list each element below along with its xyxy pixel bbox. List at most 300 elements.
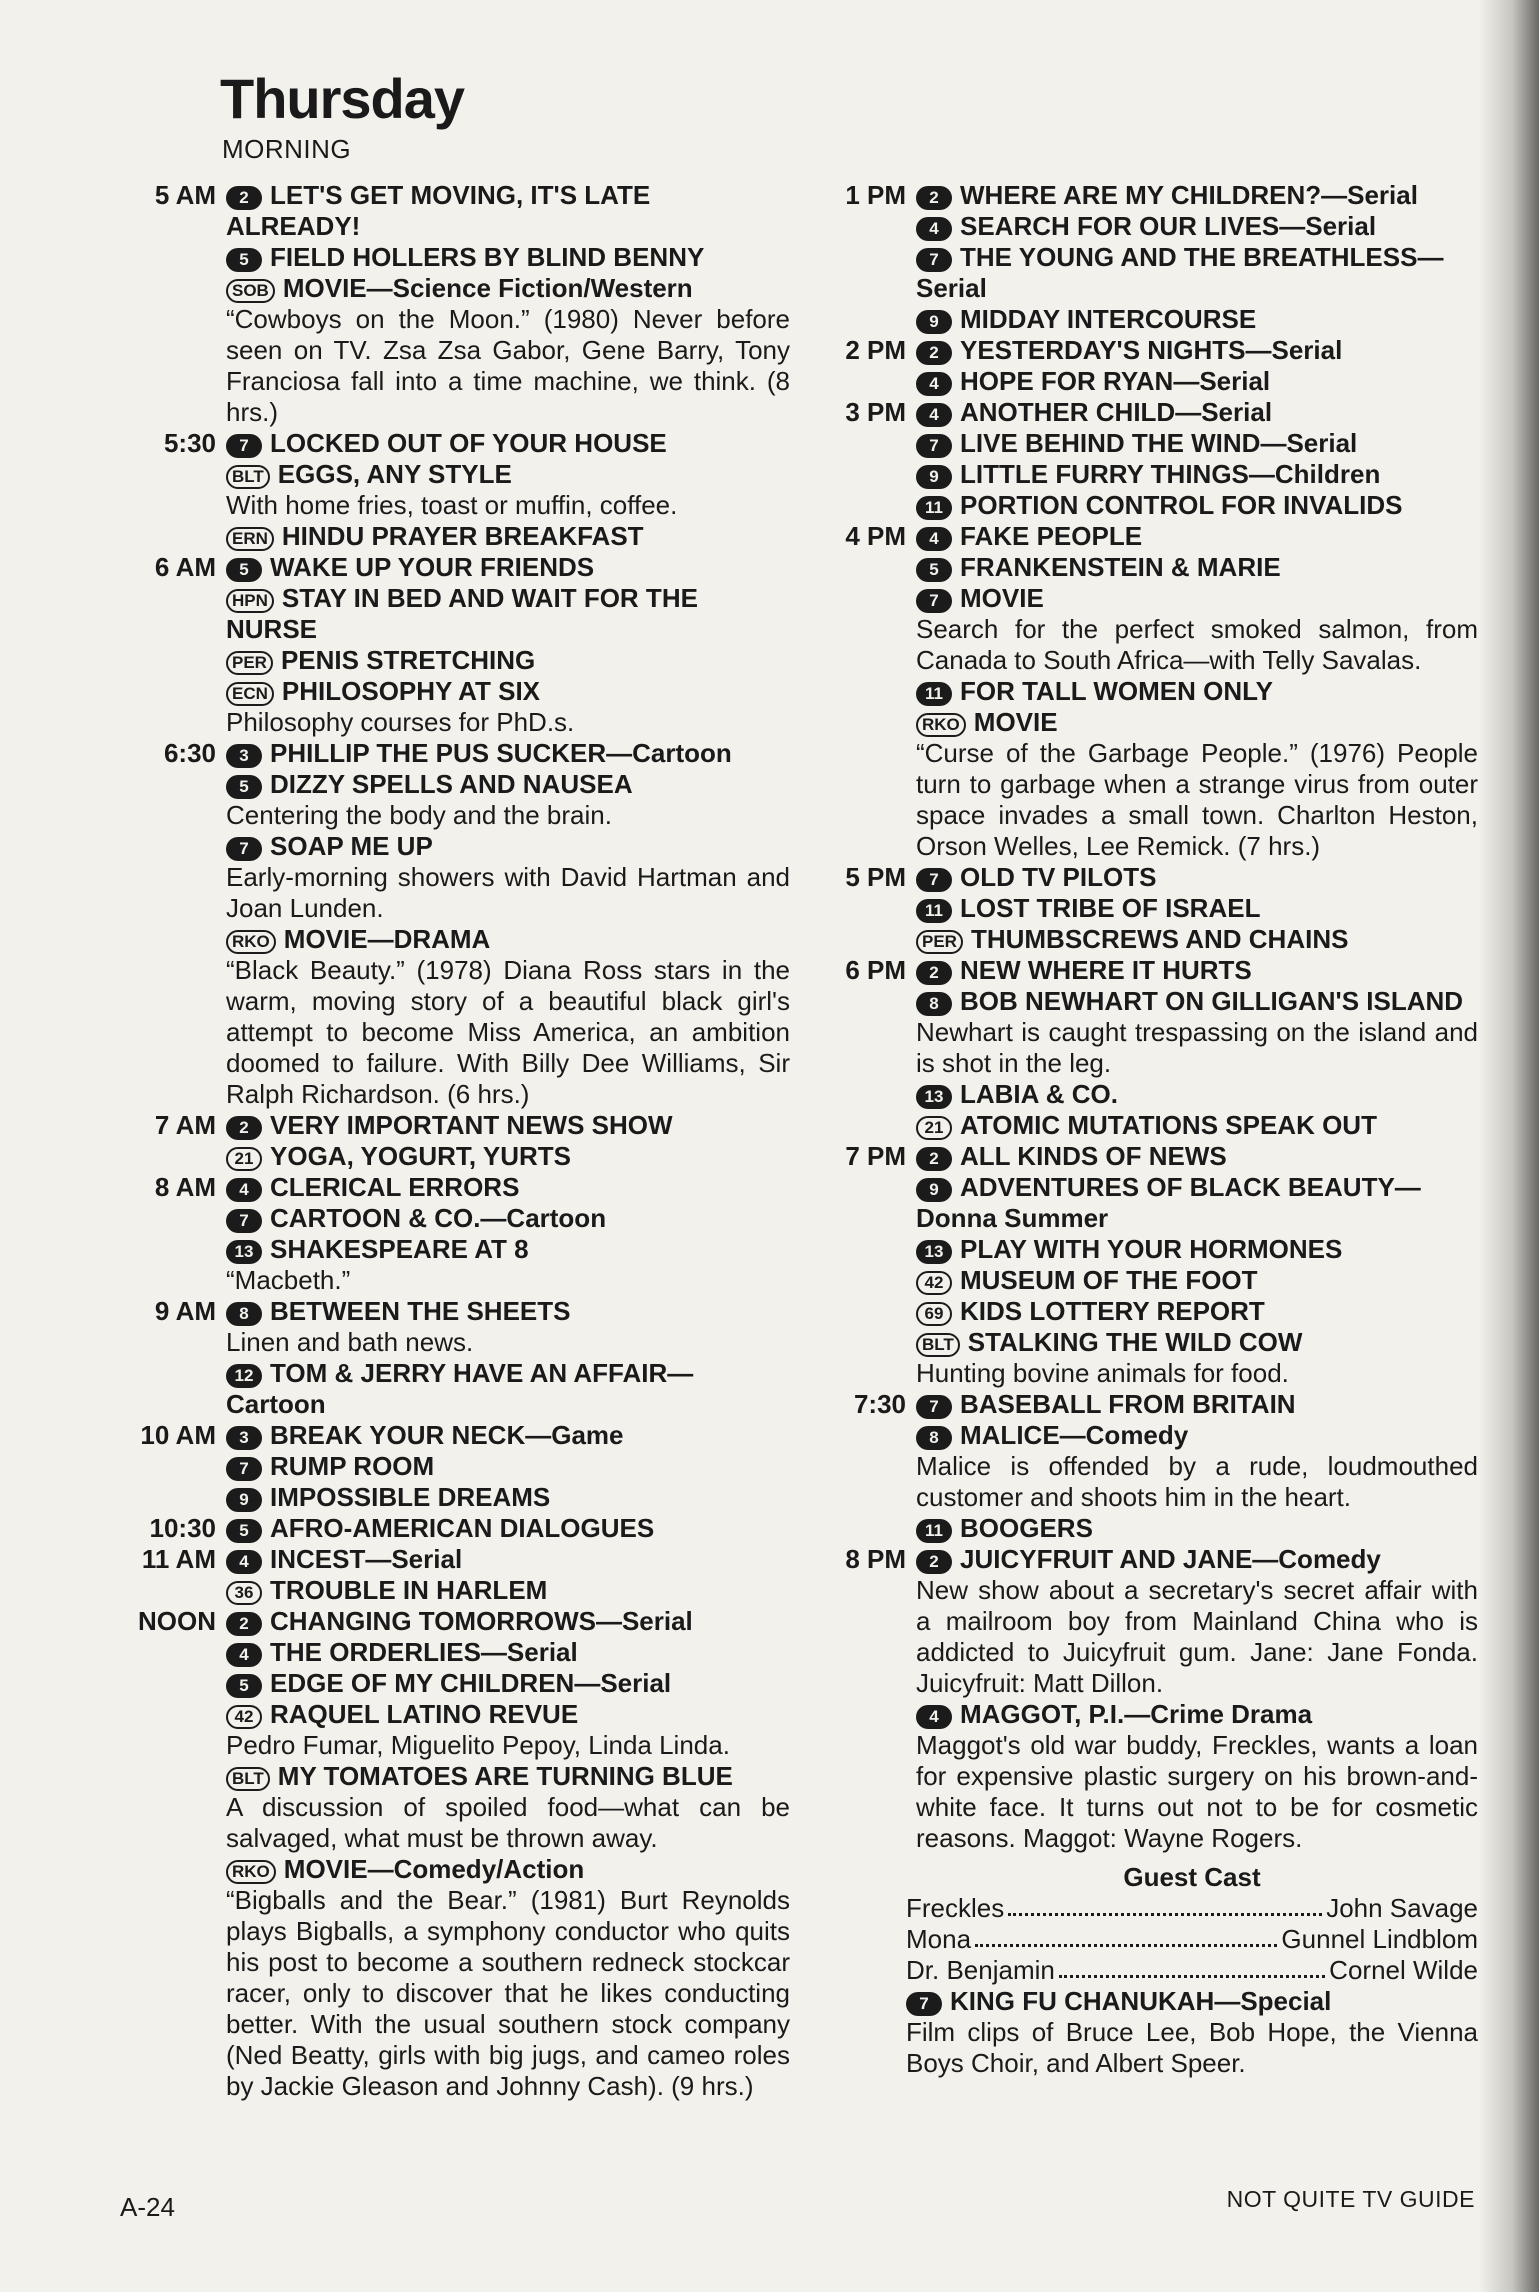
program-title: THUMBSCREWS AND CHAINS [970,924,1349,954]
program-listing [226,1203,790,1234]
channel-badge: 4 [226,1550,262,1574]
program-title: INCEST—Serial [270,1544,463,1574]
program-listing [226,552,790,583]
program-listing [226,1637,790,1668]
time-label: NOON [138,1606,216,1636]
program-listing [916,707,1478,862]
program-listing [226,831,790,924]
program-title: MIDDAY INTERCOURSE [960,304,1257,334]
program-title-line [916,1265,1478,1296]
channel-badge: PER [916,930,963,954]
program-title-line [916,242,1478,304]
program-title: MOVIE—Science Fiction/Western [282,273,693,303]
program-title: FIELD HOLLERS BY BLIND BENNY [270,242,705,272]
program-title: YOGA, YOGURT, YURTS [270,1141,571,1171]
program-title: IMPOSSIBLE DREAMS [270,1482,551,1512]
time-label: 7:30 [853,1389,906,1419]
program-title: KIDS LOTTERY REPORT [960,1296,1265,1326]
program-listing [916,1079,1478,1110]
program-title: MAGGOT, P.I.—Crime Drama [960,1699,1313,1729]
program-listing [916,490,1478,521]
time-label: 1 PM [845,180,906,210]
program-listing [916,1110,1478,1141]
channel-badge: 11 [916,496,952,520]
program-listing [226,1451,790,1482]
program-list [226,1296,790,1420]
time-slot [120,180,790,428]
program-listing [226,1172,790,1203]
program-title-line [916,893,1478,924]
program-listing [226,1668,790,1699]
program-title-line [226,924,790,955]
guest-actor: Cornel Wilde [1329,1955,1478,1985]
channel-badge: 36 [226,1581,262,1605]
program-title-line [916,1513,1478,1544]
program-title: FOR TALL WOMEN ONLY [960,676,1273,706]
channel-badge: ECN [226,682,274,706]
time-label: 9 AM [154,1296,216,1326]
program-description: Pedro Fumar, Miguelito Pepoy, Linda Linda. [226,1730,730,1760]
program-list [226,180,790,428]
program-title-line [226,1451,790,1482]
channel-badge: 11 [916,1519,952,1543]
channel-badge: 7 [916,248,952,272]
program-list [226,428,790,552]
channel-badge: 7 [226,434,262,458]
program-title-line [916,1699,1478,1730]
program-title: MOVIE—DRAMA [283,924,491,954]
program-list [916,955,1478,1141]
time-slot [120,428,790,552]
time-label: 4 PM [845,521,906,551]
time-slot [120,1513,790,1544]
program-title: RAQUEL LATINO REVUE [270,1699,579,1729]
program-title-line [916,397,1478,428]
program-list [916,180,1478,335]
channel-badge: 3 [226,1426,262,1450]
program-title: TOM & JERRY HAVE AN AFFAIR—Cartoon [226,1358,694,1419]
program-title: PHILLIP THE PUS SUCKER—Cartoon [270,738,732,768]
channel-badge: 9 [226,1488,262,1512]
program-title-line [226,1296,790,1327]
program-title-line [916,862,1478,893]
program-title-line [916,924,1478,955]
program-listing [916,676,1478,707]
program-title-line [916,180,1478,211]
program-title: SHAKESPEARE AT 8 [270,1234,529,1264]
program-listing [226,521,790,552]
program-title-line [226,1141,790,1172]
time-slot [120,1606,790,2102]
program-title: LET'S GET MOVING, IT'S LATE ALREADY! [226,180,651,241]
program-title-line [916,1420,1478,1451]
channel-badge: 2 [916,341,952,365]
program-title-line [916,1389,1478,1420]
program-title: LOST TRIBE OF ISRAEL [960,893,1261,923]
program-title-line [226,1544,790,1575]
program-list [916,397,1478,521]
program-listing [916,366,1478,397]
program-title: HOPE FOR RYAN—Serial [960,366,1271,396]
program-title: LABIA & CO. [960,1079,1118,1109]
program-description: “Bigballs and the Bear.” (1981) Burt Reynolds plays Bigballs, a symphony conductor who quits his post to become a southern redneck stockcar racer, only to discover that he likes conducting better. With the usual southern stock company (Ned Beatty, girls with big jugs, and cameo roles by Jackie Gleason and Johnny Cash). (9 hrs.) [226,1885,790,2101]
program-title-line [226,1482,790,1513]
program-listing [226,1513,790,1544]
program-listing [916,1327,1478,1389]
channel-badge: 4 [916,372,952,396]
program-title: BETWEEN THE SHEETS [270,1296,571,1326]
dot-leader [1059,1955,1325,1978]
program-description: “Curse of the Garbage People.” (1976) People turn to garbage when a strange virus from outer space invades a small town. Charlton Heston, Orson Welles, Lee Remick. (7 hrs.) [916,738,1478,861]
program-title-line [916,428,1478,459]
program-title: BOB NEWHART ON GILLIGAN'S ISLAND [960,986,1464,1016]
channel-badge: 5 [226,558,262,582]
program-description: Hunting bovine animals for food. [916,1358,1289,1388]
guest-role: Mona [906,1924,972,1954]
program-listing [226,769,790,831]
channel-badge: 4 [916,1705,952,1729]
channel-badge: 2 [226,1612,262,1636]
guest-cast-row [906,1924,1478,1955]
channel-badge: 9 [916,465,952,489]
channel-badge: 21 [916,1116,952,1140]
channel-badge: 4 [916,403,952,427]
channel-badge: RKO [226,1860,276,1884]
program-title-line [226,676,790,707]
program-title: ANOTHER CHILD—Serial [960,397,1273,427]
program-description: Philosophy courses for PhD.s. [226,707,575,737]
after-cast-programs [906,1986,1478,2079]
channel-badge: 3 [226,744,262,768]
program-title: KING FU CHANUKAH—Special [950,1986,1332,2016]
section-subtitle: MORNING [222,134,352,164]
program-listing [226,583,790,645]
channel-badge: 5 [226,1519,262,1543]
program-title: MALICE—Comedy [960,1420,1189,1450]
program-listing [916,1389,1478,1420]
program-listing [226,428,790,459]
channel-badge: 2 [226,186,262,210]
program-description: “Black Beauty.” (1978) Diana Ross stars in the warm, moving story of a beautiful black girl's attempt to become Miss America, an ambition doomed to failure. With Billy Dee Williams, Sir Ralph Richardson. (6 hrs.) [226,955,790,1109]
program-title: BASEBALL FROM BRITAIN [960,1389,1296,1419]
program-title-line [916,304,1478,335]
program-listing [916,459,1478,490]
program-description: Film clips of Bruce Lee, Bob Hope, the Vienna Boys Choir, and Albert Speer. [906,2017,1478,2078]
program-title-line [916,490,1478,521]
program-title-line [916,1141,1478,1172]
program-list [916,1544,1478,1854]
time-label: 3 PM [845,397,906,427]
time-slot [818,1389,1478,1544]
channel-badge: 9 [916,310,952,334]
program-title: DIZZY SPELLS AND NAUSEA [270,769,633,799]
program-title: WHERE ARE MY CHILDREN?—Serial [960,180,1418,210]
program-title-line [226,1513,790,1544]
program-title: YESTERDAY'S NIGHTS—Serial [960,335,1343,365]
program-title: PHILOSOPHY AT SIX [281,676,541,706]
program-listing [916,1172,1478,1234]
program-list [916,1389,1478,1544]
channel-badge: HPN [226,589,274,613]
program-title-line [226,521,790,552]
program-title-line [916,1172,1478,1234]
program-title-line [226,1668,790,1699]
channel-badge: 7 [906,1992,942,2016]
program-title-line [226,1172,790,1203]
guest-cast [906,1862,1478,1986]
channel-badge: 2 [916,1147,952,1171]
channel-badge: 13 [916,1085,952,1109]
program-listing [226,1358,790,1420]
program-list [226,552,790,738]
program-title: WAKE UP YOUR FRIENDS [270,552,595,582]
program-listing [916,955,1478,986]
program-title-line [226,645,790,676]
time-label: 8 AM [154,1172,216,1202]
channel-badge: 7 [226,1457,262,1481]
program-description: New show about a secretary's secret affair with a mailroom boy from Mainland China who is addicted to Juicyfruit gum. Jane: Jane Fonda. Juicyfruit: Matt Dillon. [916,1575,1478,1698]
program-title-line [226,1637,790,1668]
program-listing [226,645,790,676]
channel-badge: BLT [226,465,270,489]
program-listing [226,1296,790,1358]
channel-badge: 9 [916,1178,952,1202]
time-slot [120,1544,790,1606]
page-edge-shadow [1479,0,1539,2292]
time-slot [818,397,1478,521]
program-title-line [226,1358,790,1420]
channel-badge: 42 [916,1271,952,1295]
time-label: 2 PM [845,335,906,365]
channel-badge: 11 [916,682,952,706]
program-title: ATOMIC MUTATIONS SPEAK OUT [960,1110,1377,1140]
program-title: SEARCH FOR OUR LIVES—Serial [960,211,1377,241]
guest-actor: John Savage [1326,1893,1478,1923]
channel-badge: 4 [916,217,952,241]
program-title: STAY IN BED AND WAIT FOR THE NURSE [226,583,698,644]
channel-badge: RKO [916,713,966,737]
program-title: PENIS STRETCHING [280,645,536,675]
program-listing [916,1420,1478,1513]
program-listing [226,1420,790,1451]
channel-badge: 13 [226,1240,262,1264]
program-title-line [916,211,1478,242]
time-slot [818,862,1478,955]
program-list [916,1141,1478,1389]
program-title-line [226,459,790,490]
time-label: 11 AM [141,1544,216,1574]
dot-leader [1008,1893,1322,1916]
program-listing [916,242,1478,304]
channel-badge: 7 [916,1395,952,1419]
channel-badge: 5 [916,558,952,582]
program-listing [226,242,790,273]
channel-badge: 8 [916,1426,952,1450]
program-title-line [916,459,1478,490]
program-title: OLD TV PILOTS [960,862,1157,892]
channel-badge: 21 [226,1147,262,1171]
guest-cast-row [906,1893,1478,1924]
program-listing [916,1699,1478,1854]
time-slot [818,180,1478,335]
program-description: Early-morning showers with David Hartman and Joan Lunden. [226,862,790,923]
program-listing [226,1110,790,1141]
time-slot [818,1141,1478,1389]
program-listing [916,428,1478,459]
program-list [226,1420,790,1513]
program-title: LITTLE FURRY THINGS—Children [960,459,1381,489]
program-title-line [226,738,790,769]
program-listing [916,335,1478,366]
channel-badge: 5 [226,1674,262,1698]
time-slot [120,552,790,738]
program-title-line [906,1986,1478,2017]
program-listing [916,1265,1478,1296]
program-title-line [916,955,1478,986]
channel-badge: ERN [226,527,274,551]
guest-cast-heading: Guest Cast [1123,1862,1261,1892]
program-title: PORTION CONTROL FOR INVALIDS [960,490,1403,520]
channel-badge: 7 [226,837,262,861]
guest-cast-list [906,1893,1478,1986]
program-title: PLAY WITH YOUR HORMONES [960,1234,1343,1264]
program-title-line [916,366,1478,397]
guest-role: Freckles [906,1893,1005,1923]
program-title-line [916,986,1478,1017]
program-listing [226,924,790,1110]
program-listing [916,304,1478,335]
program-title-line [226,769,790,800]
program-title: STALKING THE WILD COW [967,1327,1303,1357]
program-listing [916,211,1478,242]
program-listing [916,986,1478,1079]
program-listing [916,1141,1478,1172]
program-title: HINDU PRAYER BREAKFAST [281,521,644,551]
program-title-line [226,1699,790,1730]
program-listing [226,273,790,428]
channel-badge: 5 [226,248,262,272]
channel-badge: 7 [916,589,952,613]
program-listing [916,521,1478,552]
program-title: MY TOMATOES ARE TURNING BLUE [277,1761,733,1791]
program-title-line [226,242,790,273]
channel-badge: 8 [916,992,952,1016]
program-description: “Cowboys on the Moon.” (1980) Never before seen on TV. Zsa Zsa Gabor, Gene Barry, Tony Franciosa fall into a time machine, we think. (8 hrs.) [226,304,790,427]
program-title: MOVIE—Comedy/Action [283,1854,585,1884]
program-description: Linen and bath news. [226,1327,474,1357]
time-slot [818,955,1478,1141]
program-title: EGGS, ANY STYLE [277,459,512,489]
program-title-line [226,428,790,459]
program-title: BOOGERS [960,1513,1093,1543]
program-list [916,521,1478,862]
program-title: LIVE BEHIND THE WIND—Serial [960,428,1358,458]
program-listing [226,1854,790,2102]
program-description: Maggot's old war buddy, Freckles, wants a loan for expensive plastic surgery on his brown-and-white face. It turns out not to be for cosmetic reasons. Maggot: Wayne Rogers. [916,1730,1478,1853]
program-listing [916,583,1478,676]
program-description: Malice is offended by a rude, loudmouthed customer and shoots him in the heart. [916,1451,1478,1512]
program-listing [916,1234,1478,1265]
program-title: CARTOON & CO.—Cartoon [270,1203,607,1233]
program-title: CLERICAL ERRORS [270,1172,520,1202]
program-description: Newhart is caught trespassing on the island and is shot in the leg. [916,1017,1478,1078]
program-listing [916,862,1478,893]
program-listing [916,397,1478,428]
time-slot [120,1296,790,1420]
program-description: Centering the body and the brain. [226,800,612,830]
time-label: 6:30 [163,738,216,768]
program-listing [906,1986,1478,2079]
channel-badge: 8 [226,1302,262,1326]
right-column-slots [818,180,1478,1854]
program-title: MOVIE [973,707,1058,737]
program-listing [226,1575,790,1606]
program-title-line [226,1606,790,1637]
channel-badge: 4 [226,1178,262,1202]
program-listing [226,1606,790,1637]
program-list [226,1544,790,1606]
time-slot [120,1172,790,1296]
time-slot [120,1420,790,1513]
dot-leader [975,1924,1277,1947]
program-title-line [226,552,790,583]
program-listing [226,180,790,242]
channel-badge: 13 [916,1240,952,1264]
publication-name: NOT QUITE TV GUIDE [1226,2186,1475,2212]
channel-badge: 7 [916,868,952,892]
guest-actor: Gunnel Lindblom [1281,1924,1478,1954]
program-listing [226,738,790,769]
program-title: NEW WHERE IT HURTS [960,955,1252,985]
program-list [916,862,1478,955]
program-title: MUSEUM OF THE FOOT [960,1265,1258,1295]
program-title-line [916,676,1478,707]
channel-badge: PER [226,651,273,675]
program-title-line [226,831,790,862]
program-title: JUICYFRUIT AND JANE—Comedy [960,1544,1381,1574]
program-list [226,1110,790,1172]
left-column [120,180,790,2102]
program-title-line [226,273,790,304]
guest-cast-row [906,1955,1478,1986]
time-label: 7 PM [845,1141,906,1171]
channel-badge: 2 [226,1116,262,1140]
program-title: FRANKENSTEIN & MARIE [960,552,1281,582]
program-title: CHANGING TOMORROWS—Serial [270,1606,693,1636]
channel-badge: 4 [226,1643,262,1667]
page-title: Thursday [220,67,465,130]
channel-badge: RKO [226,930,276,954]
channel-badge: 2 [916,1550,952,1574]
program-title: ADVENTURES OF BLACK BEAUTY—Donna Summer [916,1172,1421,1233]
right-column [818,180,1478,2079]
time-label: 5 PM [845,862,906,892]
program-title: ALL KINDS OF NEWS [960,1141,1227,1171]
channel-badge: 4 [916,527,952,551]
program-title: BREAK YOUR NECK—Game [270,1420,624,1450]
program-listing [226,1544,790,1575]
program-title-line [226,583,790,645]
time-label: 5 AM [154,180,216,210]
program-listing [226,676,790,738]
time-slot [120,1110,790,1172]
channel-badge: 7 [916,434,952,458]
program-list [226,1513,790,1544]
program-listing [226,1141,790,1172]
time-label: 10:30 [149,1513,216,1543]
guest-role: Dr. Benjamin [906,1955,1055,1985]
program-title-line [226,1110,790,1141]
